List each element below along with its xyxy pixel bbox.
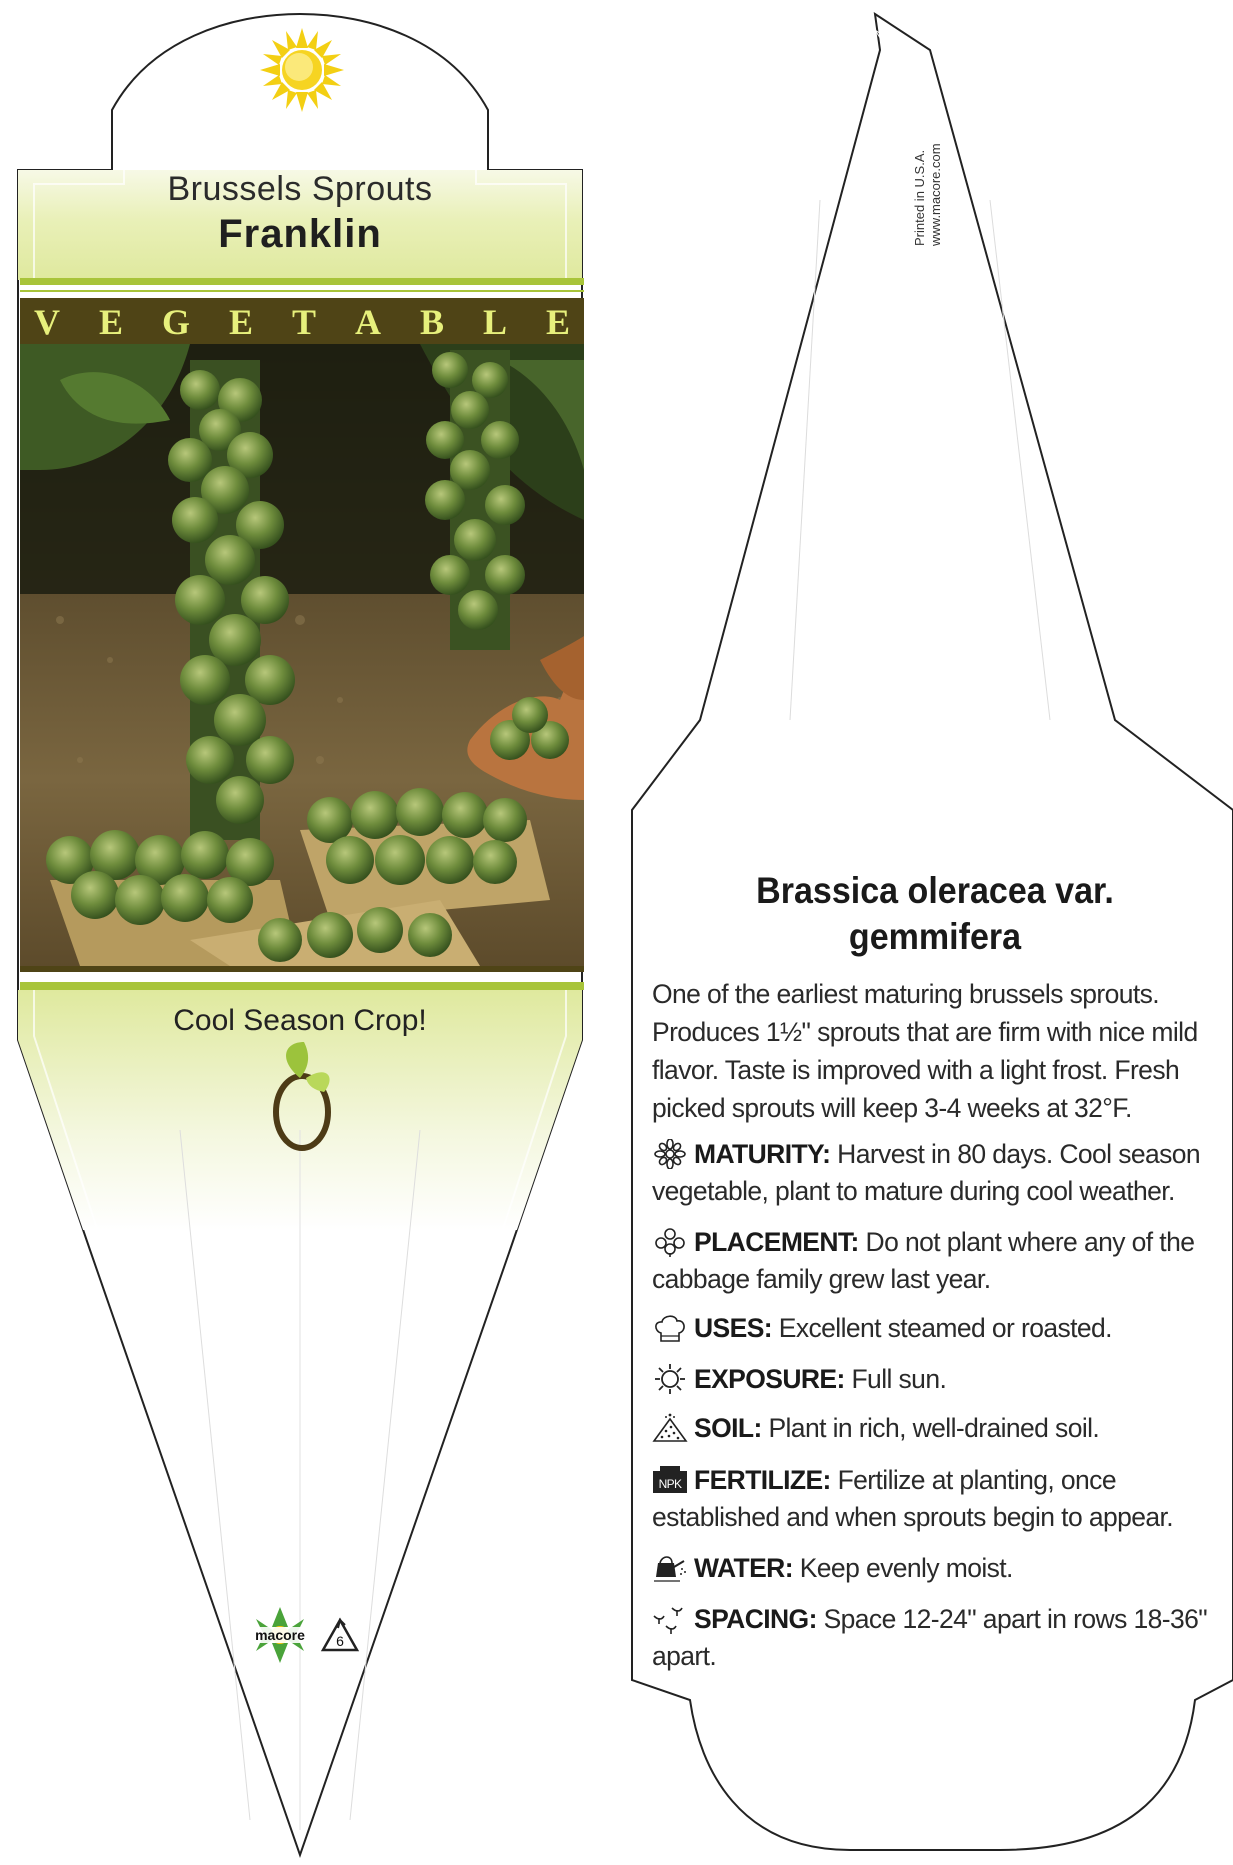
brussels-sprouts-photo [20,344,584,966]
care-water: WATER: Keep evenly moist. [652,1550,1212,1587]
bottom-rule [20,982,584,990]
care-fertilize: NPK FERTILIZE: Fertilize at planting, once established and when sprouts begin to appear. [652,1465,1174,1532]
recycle-code-text: 6 [336,1633,344,1649]
category-letter: T [291,302,316,342]
soil-icon [652,1413,688,1443]
category-letter: E [545,302,570,342]
category-letter: B [419,302,444,342]
common-name: Brussels Sprouts [167,170,433,208]
placement-icon [652,1227,688,1257]
tagline: Cool Season Crop! [173,1004,427,1037]
botanical-name: Brassica oleracea var. gemmifera [756,870,1114,957]
top-rule [20,278,584,285]
sun-outline-icon [652,1364,688,1394]
care-uses: USES: Excellent steamed or roasted. [652,1310,1212,1347]
category-letter: E [228,302,253,342]
cultivar-name: Franklin [218,212,382,256]
category-letter: V [34,302,60,342]
care-spacing: SPACING: Space 12-24" apart in rows 18-36" apart. [652,1604,1208,1671]
category-label [20,300,584,344]
printed-in: Printed in U.S.A. [912,149,927,246]
flower-icon [652,1139,688,1169]
svg-text:NPK: NPK [658,1477,682,1491]
care-placement: PLACEMENT: Do not plant where any of the cabbage family grew last year. [652,1227,1195,1294]
description: One of the earliest maturing brussels sprouts. Produces 1½" sprouts that are firm with nice mild flavor. Taste is improved with a light frost. Fresh picked sprouts will keep 3-4 weeks at 32°F. [652,979,1198,1123]
category-letter: G [161,302,190,342]
watering-can-icon [652,1553,688,1583]
care-maturity: MATURITY: Harvest in 80 days. Cool season vegetable, plant to mature during cool weather. [652,1139,1201,1206]
website: www.macore.com [928,143,943,246]
category-letter: A [354,302,381,342]
spacing-icon [652,1604,688,1634]
printer-info [912,96,952,246]
category-letter: E [98,302,123,342]
care-soil: SOIL: Plant in rich, well-drained soil. [652,1410,1212,1447]
sun-icon [260,28,344,112]
care-exposure: EXPOSURE: Full sun. [652,1361,1212,1398]
npk-icon [652,1465,688,1495]
chef-hat-icon [652,1313,688,1343]
category-letter: L [482,302,507,342]
brand-text: macore [255,1627,305,1643]
